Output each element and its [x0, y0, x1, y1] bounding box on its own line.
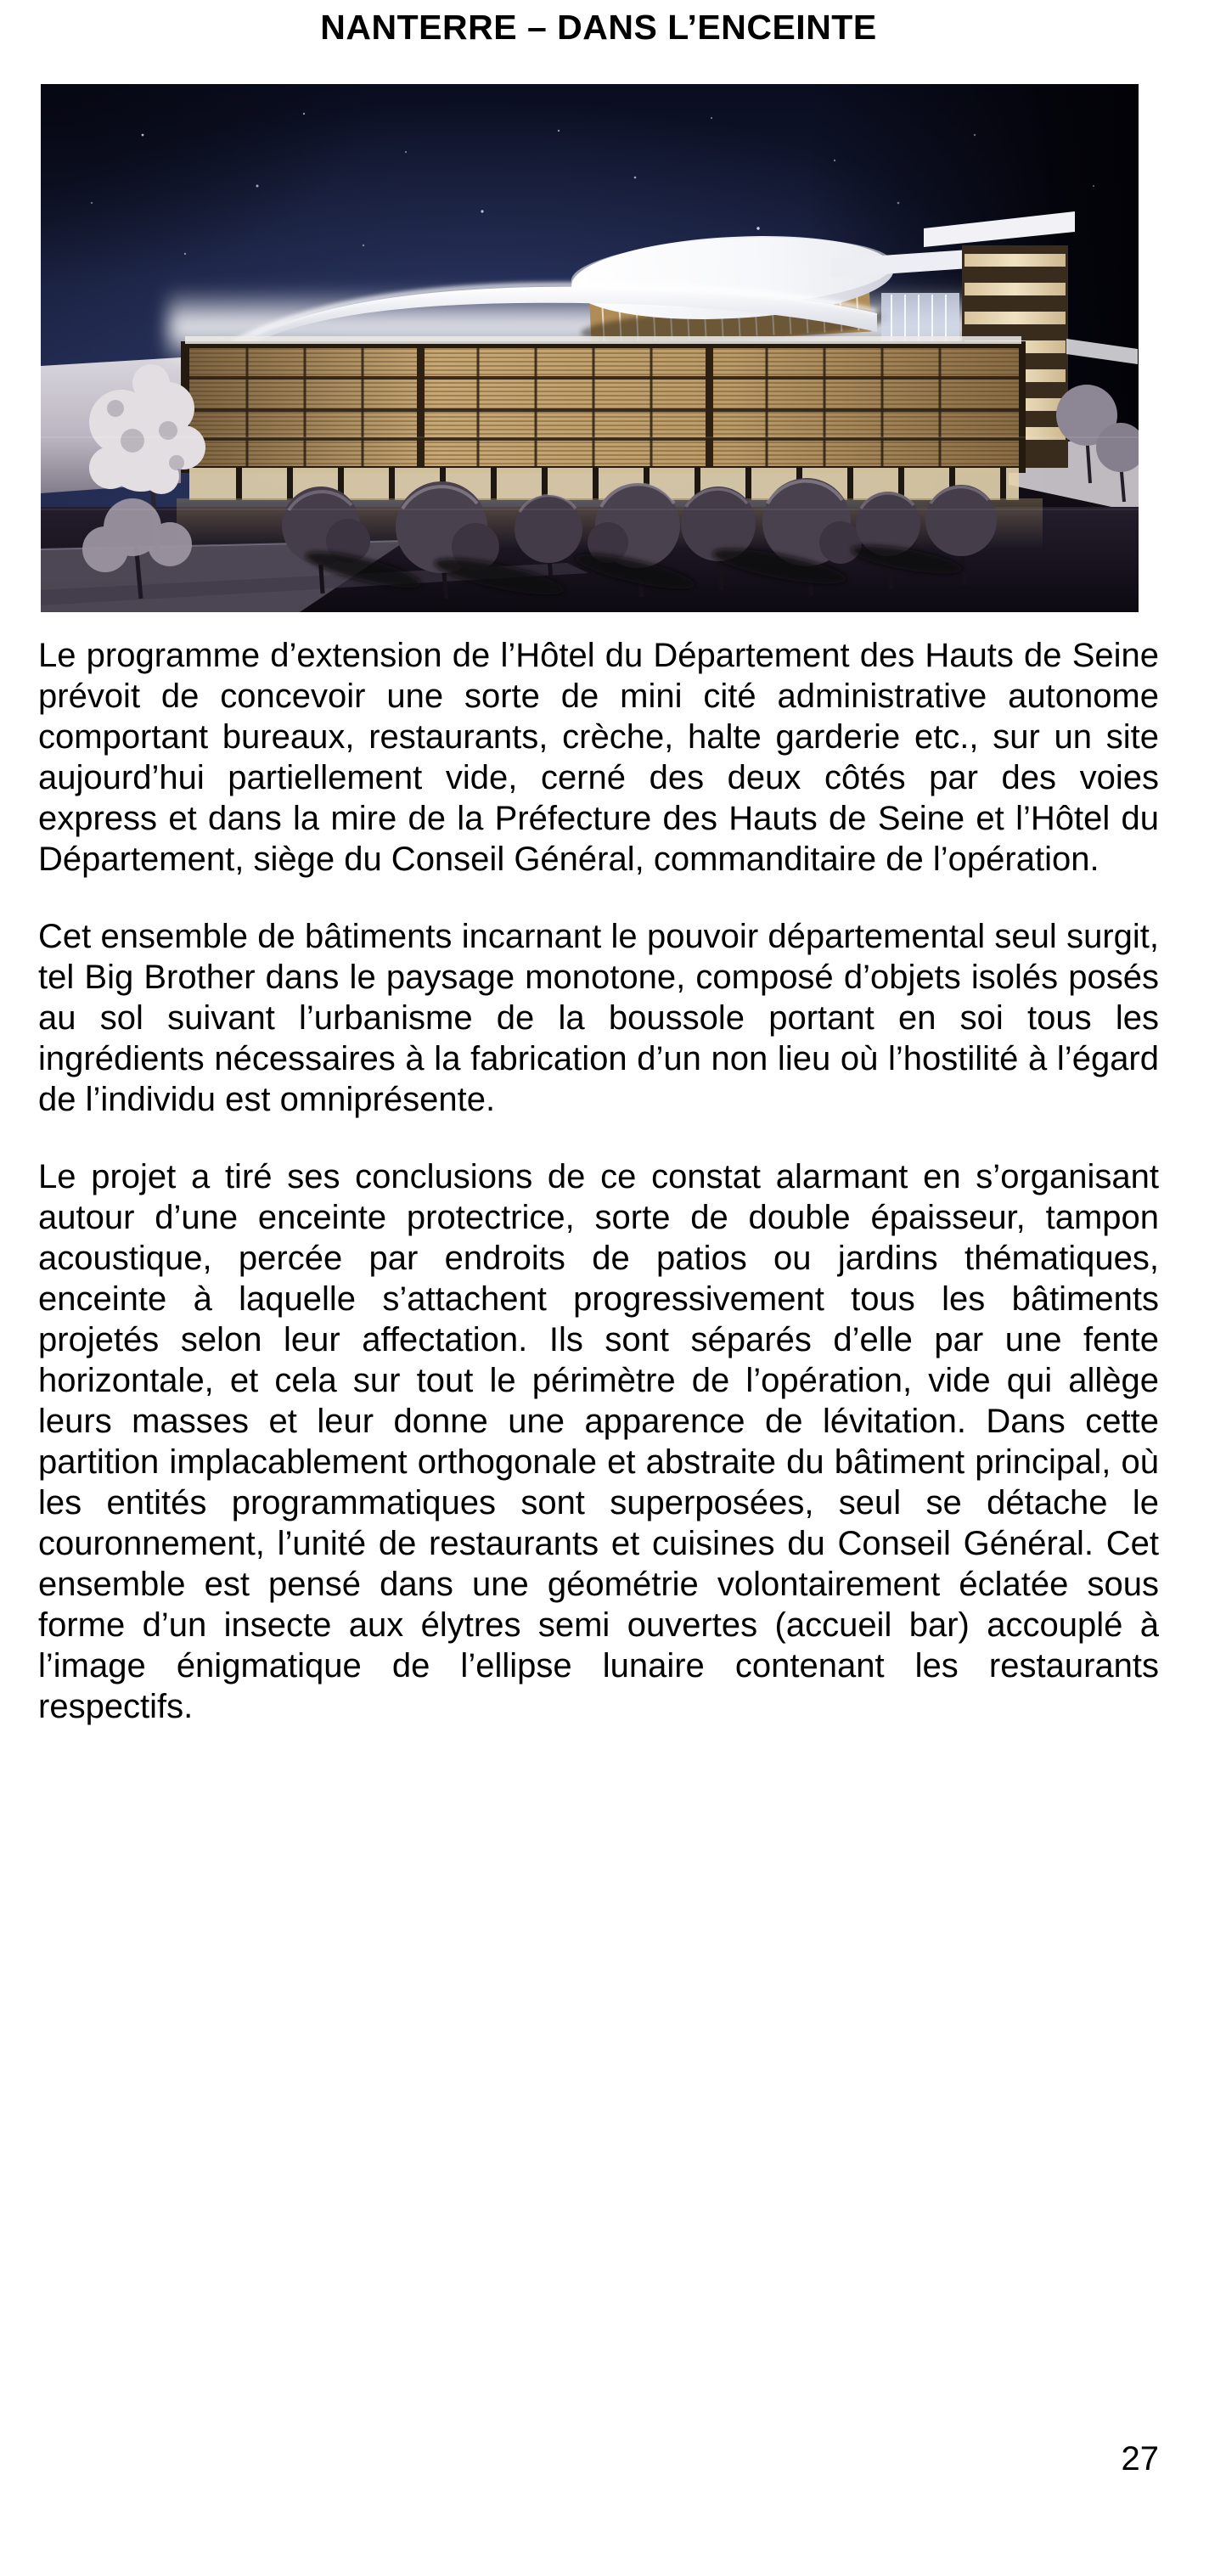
paragraph-2: Cet ensemble de bâtiments incarnant le pouvoir départemental seul surgit, tel Big Brother dans le paysage monotone, composé d’objets isolés posés au sol suivant l’urbanisme de la boussole portant en soi tous les ingrédients nécessaires à la fabrication d’un non lieu où l’hostilité à l’égard de l’individu est omniprésente. — [38, 918, 1159, 1118]
body-text — [38, 635, 1159, 1763]
page-title: NANTERRE – DANS L’ENCEINTE — [320, 8, 877, 47]
model-photo-illustration — [41, 84, 1139, 612]
paragraph-3: Le projet a tiré ses conclusions de ce constat alarmant en s’organisant autour d’une enceinte protectrice, sorte de double épaisseur, tampon acoustique, percée par endroits de patios ou jardins thématiques, enceinte à laquelle s’attachent progressivement tous les bâtiments projetés selon leur affectation. Ils sont séparés d’elle par une fente horizontale, et cela sur tout le périmètre de l’opération, vide qui allège leurs masses et leur donne une apparence de lévitation. Dans cette partition implacablement orthogonale et abstraite du bâtiment principal, où les entités programmatiques sont superposées, seul se détache le couronnement, l’unité de restaurants et cuisines du Conseil Général. Cet ensemble est pensé dans une géométrie volontairement éclatée sous forme d’un insecte aux élytres semi ouvertes (accueil bar) accouplé à l’image énigmatique de l’ellipse lunaire contenant les restaurants respectifs. — [38, 1158, 1159, 1725]
page-number: 27 — [1121, 2440, 1159, 2478]
main-facade — [181, 336, 1026, 473]
paragraph-1: Le programme d’extension de l’Hôtel du Département des Hauts de Seine prévoit de concevoir une sorte de mini cité administrative autonome comportant bureaux, restaurants, crèche, halte garderie etc., sur un site aujourd’hui partiellement vide, cerné des deux côtés par des voies express et dans la mire de la Préfecture des Hauts de Seine et l’Hôtel du Département, siège du Conseil Général, commanditaire de l’opération. — [38, 637, 1159, 878]
building-model-photo — [41, 84, 1139, 612]
